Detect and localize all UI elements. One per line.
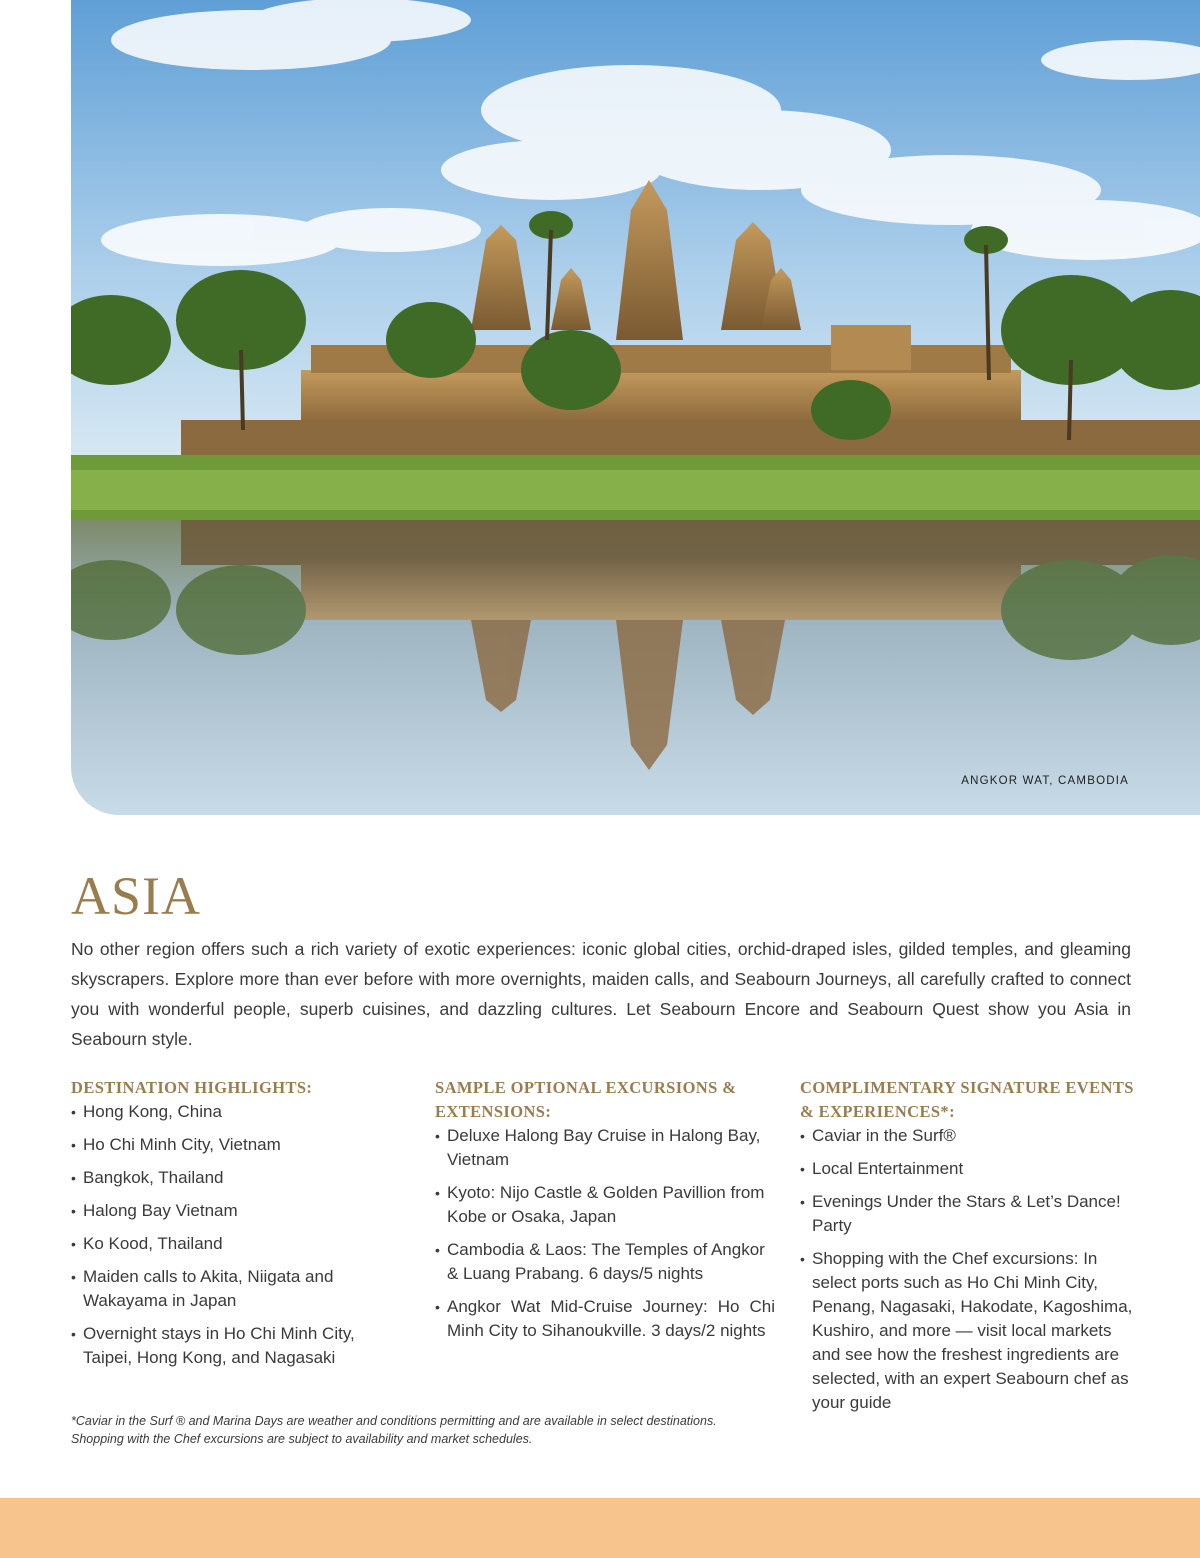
photo-caption: ANGKOR WAT, CAMBODIA xyxy=(961,775,1129,787)
hero-photo xyxy=(71,0,1200,815)
list-item: • Maiden calls to Akita, Niigata and Wakayama in Japan xyxy=(71,1267,334,1310)
list-item: • Evenings Under the Stars & Let’s Dance! Party xyxy=(800,1192,1121,1235)
bullet-icon: • xyxy=(71,1104,76,1120)
bullet-icon: • xyxy=(71,1203,76,1219)
page-title: ASIA xyxy=(71,866,202,926)
bottom-color-band xyxy=(0,1498,1200,1558)
bullet-icon: • xyxy=(435,1128,440,1144)
list-item: • Deluxe Halong Bay Cruise in Halong Bay, Vietnam xyxy=(435,1126,761,1169)
list-item: • Ho Chi Minh City, Vietnam xyxy=(71,1133,391,1157)
list-item: • Angkor Wat Mid-Cruise Journey: Ho Chi Minh City to Sihanoukville. 3 days/2 nights xyxy=(435,1297,775,1340)
footnote: *Caviar in the Surf ® and Marina Days are weather and conditions permitting and are available in select destinations. Shopping with the Chef excursions are subject to availability and market schedules. xyxy=(71,1414,717,1446)
bullet-icon: • xyxy=(435,1299,440,1315)
angkor-wat-illustration xyxy=(71,0,1200,815)
list-item: • Caviar in the Surf® xyxy=(800,1124,1140,1148)
list-item: • Shopping with the Chef excursions: In select ports such as Ho Chi Minh City, Penang, Nagasaki, Hakodate, Kagoshima, Kushiro, and more — visit local markets and see how the freshest ingredients are selected, with an expert Seabourn chef as your guide xyxy=(800,1249,1133,1412)
bullet-icon: • xyxy=(71,1170,76,1186)
list-item: • Bangkok, Thailand xyxy=(71,1166,391,1190)
bullet-icon: • xyxy=(800,1251,805,1267)
list-item: • Cambodia & Laos: The Temples of Angkor & Luang Prabang. 6 days/5 nights xyxy=(435,1240,765,1283)
list-item: • Ko Kood, Thailand xyxy=(71,1232,391,1256)
bullet-icon: • xyxy=(71,1137,76,1153)
excursions-list xyxy=(435,1124,775,1343)
bullet-icon: • xyxy=(71,1269,76,1285)
bullet-icon: • xyxy=(800,1194,805,1210)
signature-events-column xyxy=(800,1076,1140,1424)
bullet-icon: • xyxy=(71,1236,76,1252)
column-heading: DESTINATION HIGHLIGHTS: xyxy=(71,1078,313,1097)
bullet-icon: • xyxy=(435,1242,440,1258)
bullet-icon: • xyxy=(800,1161,805,1177)
list-item: • Overnight stays in Ho Chi Minh City, Taipei, Hong Kong, and Nagasaki xyxy=(71,1324,355,1367)
column-heading: COMPLIMENTARY SIGNATURE EVENTS & EXPERIENCES*: xyxy=(800,1078,1134,1121)
bullet-icon: • xyxy=(800,1128,805,1144)
column-heading: SAMPLE OPTIONAL EXCURSIONS & EXTENSIONS: xyxy=(435,1078,737,1121)
list-item: • Local Entertainment xyxy=(800,1157,1140,1181)
list-item: • Halong Bay Vietnam xyxy=(71,1199,391,1223)
destination-highlights-column xyxy=(71,1076,391,1379)
list-item: • Kyoto: Nijo Castle & Golden Pavillion from Kobe or Osaka, Japan xyxy=(435,1183,765,1226)
optional-excursions-column xyxy=(435,1076,775,1352)
bullet-icon: • xyxy=(71,1326,76,1342)
intro-paragraph: No other region offers such a rich variety of exotic experiences: iconic global cities, orchid-draped isles, gilded temples, and gleaming skyscrapers. Explore more than ever before with more overnights, maiden calls, and Seabourn Journeys, all carefully crafted to connect you with wonderful people, superb cuisines, and dazzling cultures. Let Seabourn Encore and Seabourn Quest show you Asia in Seabourn style. xyxy=(71,939,1131,1049)
events-list xyxy=(800,1124,1140,1415)
bullet-icon: • xyxy=(435,1185,440,1201)
list-item: • Hong Kong, China xyxy=(71,1100,391,1124)
highlights-list xyxy=(71,1100,391,1370)
